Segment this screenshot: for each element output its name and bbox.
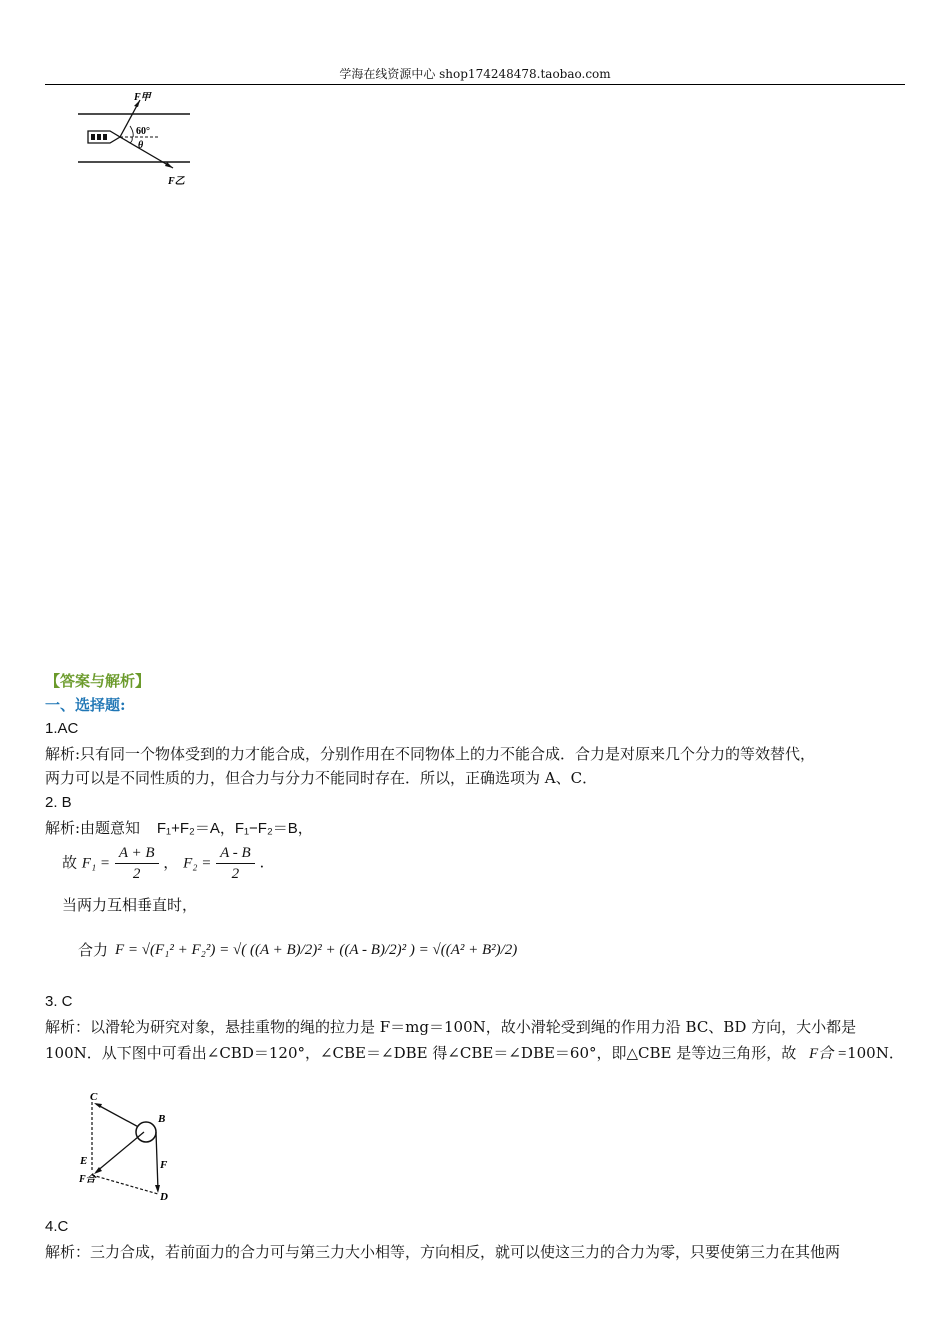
label-b: B — [158, 1113, 166, 1125]
label-e: E — [80, 1155, 88, 1167]
arrow-bc — [96, 1104, 144, 1130]
q1-analysis-line1: 解析:只有同一个物体受到的力才能合成，分别作用在不同物体上的力不能合成．合力是对原来几个分力的等效替代， — [45, 745, 816, 763]
q2-analysis-prefix: 解析:由题意知 — [45, 819, 141, 837]
q2-comma: ， — [163, 853, 179, 872]
q3-analysis-line2 — [45, 1042, 904, 1065]
q2-f1-numerator: A + B — [115, 843, 159, 864]
q3-f-he: F合 = — [809, 1046, 848, 1062]
label-f-he: F合 — [79, 1174, 96, 1185]
label-angle-60: 60° — [136, 126, 150, 137]
q1-analysis-line2: 两力可以是不同性质的力，但合力与分力不能同时存在．所以，正确选项为 A、C． — [45, 769, 598, 787]
section-subtitle: 一、选择题: — [45, 696, 126, 714]
q4-analysis-line1: 解析：三力合成，若前面力的合力可与第三力大小相等，方向相反，就可以使这三力的合力为零，只要使第三力在其他两 — [45, 1243, 841, 1261]
q2-f2-denominator: 2 — [231, 866, 240, 882]
q2-number: 2. B — [45, 794, 72, 811]
boat-force-figure — [78, 92, 196, 188]
q2-solution-fractions — [62, 843, 264, 884]
q2-resultant-label: 合力 — [78, 941, 109, 959]
q2-f2-fraction — [216, 843, 255, 884]
q3-analysis-line2-b: 100N． — [847, 1044, 904, 1062]
q2-period: . — [259, 853, 265, 872]
section-title: 【答案与解析】 — [45, 672, 151, 690]
label-f-jia: F甲 — [134, 92, 151, 103]
dashed-ed — [92, 1175, 158, 1194]
arrow-bd — [156, 1132, 158, 1190]
pulley-icon — [136, 1122, 156, 1142]
q2-f1: F₁ = — [81, 855, 111, 872]
q4-number: 4.C — [45, 1218, 69, 1235]
q3-number: 3. C — [45, 993, 73, 1010]
q2-equation-1: F₁+F₂＝A，F₁−F₂＝B， — [156, 820, 313, 837]
header-text: 学海在线资源中心 shop174248478.taobao.com — [339, 67, 611, 81]
label-d: D — [160, 1191, 168, 1202]
q2-f1-fraction — [115, 843, 159, 884]
q2-analysis — [45, 817, 313, 840]
q2-f2-numerator: A - B — [216, 843, 255, 864]
label-theta: θ — [138, 140, 144, 151]
q2-f2: F₂ = — [183, 855, 212, 872]
q2-perpendicular: 当两力互相垂直时， — [62, 896, 198, 914]
label-f-yi: F乙 — [168, 176, 185, 187]
arrow-f-resultant — [96, 1132, 144, 1172]
label-c: C — [90, 1091, 98, 1103]
page-header — [45, 64, 905, 85]
q2-resultant-expression: F = √(F₁² + F₂²) = √( ((A + B)/2)² + ((A - B)/2)² ) = √((A² + B²)/2) — [115, 942, 518, 958]
q1-number: 1.AC — [45, 720, 79, 737]
label-f: F — [160, 1159, 168, 1171]
q3-analysis-line2-a: 100N．从下图中可看出∠CBD＝120°，∠CBE＝∠DBE 得∠CBE＝∠DBE＝60°，即△CBE 是等边三角形，故 — [45, 1044, 797, 1062]
q2-so-prefix: 故 — [62, 853, 78, 872]
pulley-force-figure — [78, 1090, 178, 1202]
q3-analysis-line1: 解析：以滑轮为研究对象，悬挂重物的绳的拉力是 F＝mg＝100N，故小滑轮受到绳的作用力沿 BC、BD 方向，大小都是 — [45, 1018, 857, 1036]
force-arrow-yi — [120, 137, 173, 168]
q2-f1-denominator: 2 — [132, 866, 141, 882]
boat-icon — [88, 131, 120, 143]
